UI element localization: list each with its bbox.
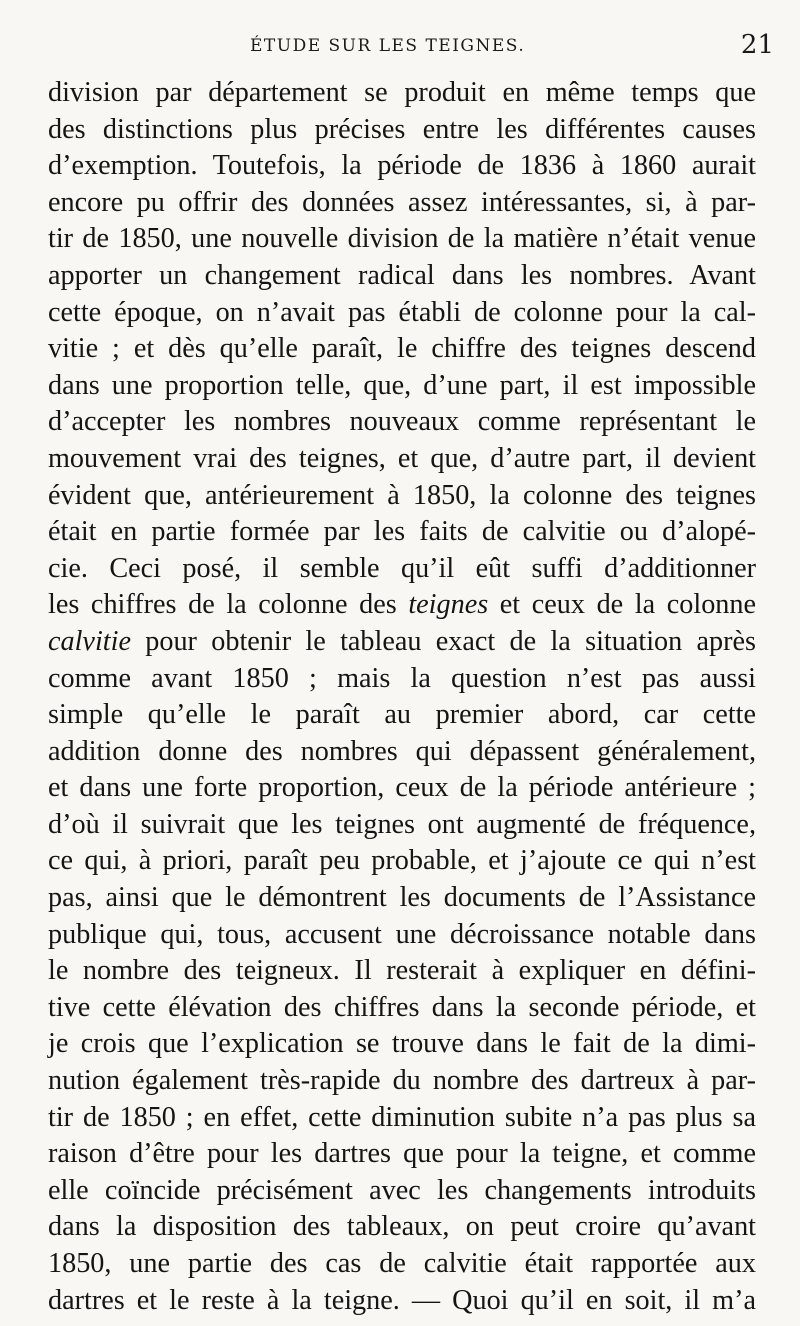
text-line: addition donne des nombres qui dépassent généralement, xyxy=(48,735,756,767)
text-line: des distinctions plus précises entre les différentes causes xyxy=(48,113,756,145)
text-line: était en partie formée par les faits de calvitie ou d’alopé- xyxy=(48,516,756,548)
text-line: évident que, antérieurement à 1850, la colonne des teignes xyxy=(48,479,756,511)
text-line: ce qui, à priori, paraît peu probable, et j’ajoute ce qui n’est xyxy=(48,845,756,877)
text-line: d’accepter les nombres nouveaux comme représentant le xyxy=(48,406,756,438)
text-line: raison d’être pour les dartres que pour la teigne, et comme xyxy=(48,1138,756,1170)
text-line: tive cette élévation des chiffres dans la seconde période, et xyxy=(48,991,756,1023)
text-line: encore pu offrir des données assez intéressantes, si, à par- xyxy=(48,186,756,218)
text-line: cie. Ceci posé, il semble qu’il eût suffi d’additionner xyxy=(48,552,756,584)
text-line: apporter un changement radical dans les nombres. Avant xyxy=(48,259,756,291)
italic-term: calvitie xyxy=(48,625,131,657)
text-line: simple qu’elle le paraît au premier abord, car cette xyxy=(48,699,756,731)
text-line: dartres et le reste à la teigne. — Quoi qu’il en soit, il m’a xyxy=(48,1284,756,1316)
text-line: vitie ; et dès qu’elle paraît, le chiffre des teignes descend xyxy=(48,333,756,365)
text-segment: et ceux de la colonne xyxy=(488,589,756,621)
page-number: 21 xyxy=(740,30,774,60)
text-line: 1850, une partie des cas de calvitie était rapportée aux xyxy=(48,1248,756,1279)
text-line: d’où il suivrait que les teignes ont augmenté de fréquence, xyxy=(48,808,756,840)
running-head: ÉTUDE SUR LES TEIGNES. xyxy=(250,36,526,56)
text-line xyxy=(48,624,756,661)
text-line: d’exemption. Toutefois, la période de 1836 à 1860 aurait xyxy=(48,150,756,182)
body-text xyxy=(48,75,756,1319)
text-line: mouvement vrai des teignes, et que, d’autre part, il devient xyxy=(48,442,756,474)
text-line: elle coïncide précisément avec les changements introduits xyxy=(48,1174,756,1206)
text-line: pas, ainsi que le démontrent les documents de l’Assistance xyxy=(48,882,756,914)
text-line: tir de 1850 ; en effet, cette diminution subite n’a pas plus sa xyxy=(48,1101,756,1133)
text-line: division par département se produit en même temps que xyxy=(48,77,756,108)
text-line: je crois que l’explication se trouve dans le fait de la dimi- xyxy=(48,1028,756,1060)
text-line: tir de 1850, une nouvelle division de la matière n’était venue xyxy=(48,223,756,255)
text-line: dans une proportion telle, que, d’une part, il est impossible xyxy=(48,369,756,401)
text-line: le nombre des teigneux. Il resterait à expliquer en défini- xyxy=(48,955,756,987)
text-line: publique qui, tous, accusent une décroissance notable dans xyxy=(48,918,756,950)
text-line: cette époque, on n’avait pas établi de colonne pour la cal- xyxy=(48,296,756,328)
text-line: dans la disposition des tableaux, on peut croire qu’avant xyxy=(48,1211,756,1243)
text-segment: pour obtenir le tableau exact de la situation après xyxy=(130,625,756,657)
text-line: et dans une forte proportion, ceux de la période antérieure ; xyxy=(48,772,756,804)
text-line: nution également très-rapide du nombre des dartreux à par- xyxy=(48,1065,756,1097)
text-line xyxy=(48,587,756,624)
italic-term: teignes xyxy=(408,589,489,621)
text-segment: les chiffres de la colonne des xyxy=(48,589,409,621)
text-line: comme avant 1850 ; mais la question n’est pas aussi xyxy=(48,662,756,694)
